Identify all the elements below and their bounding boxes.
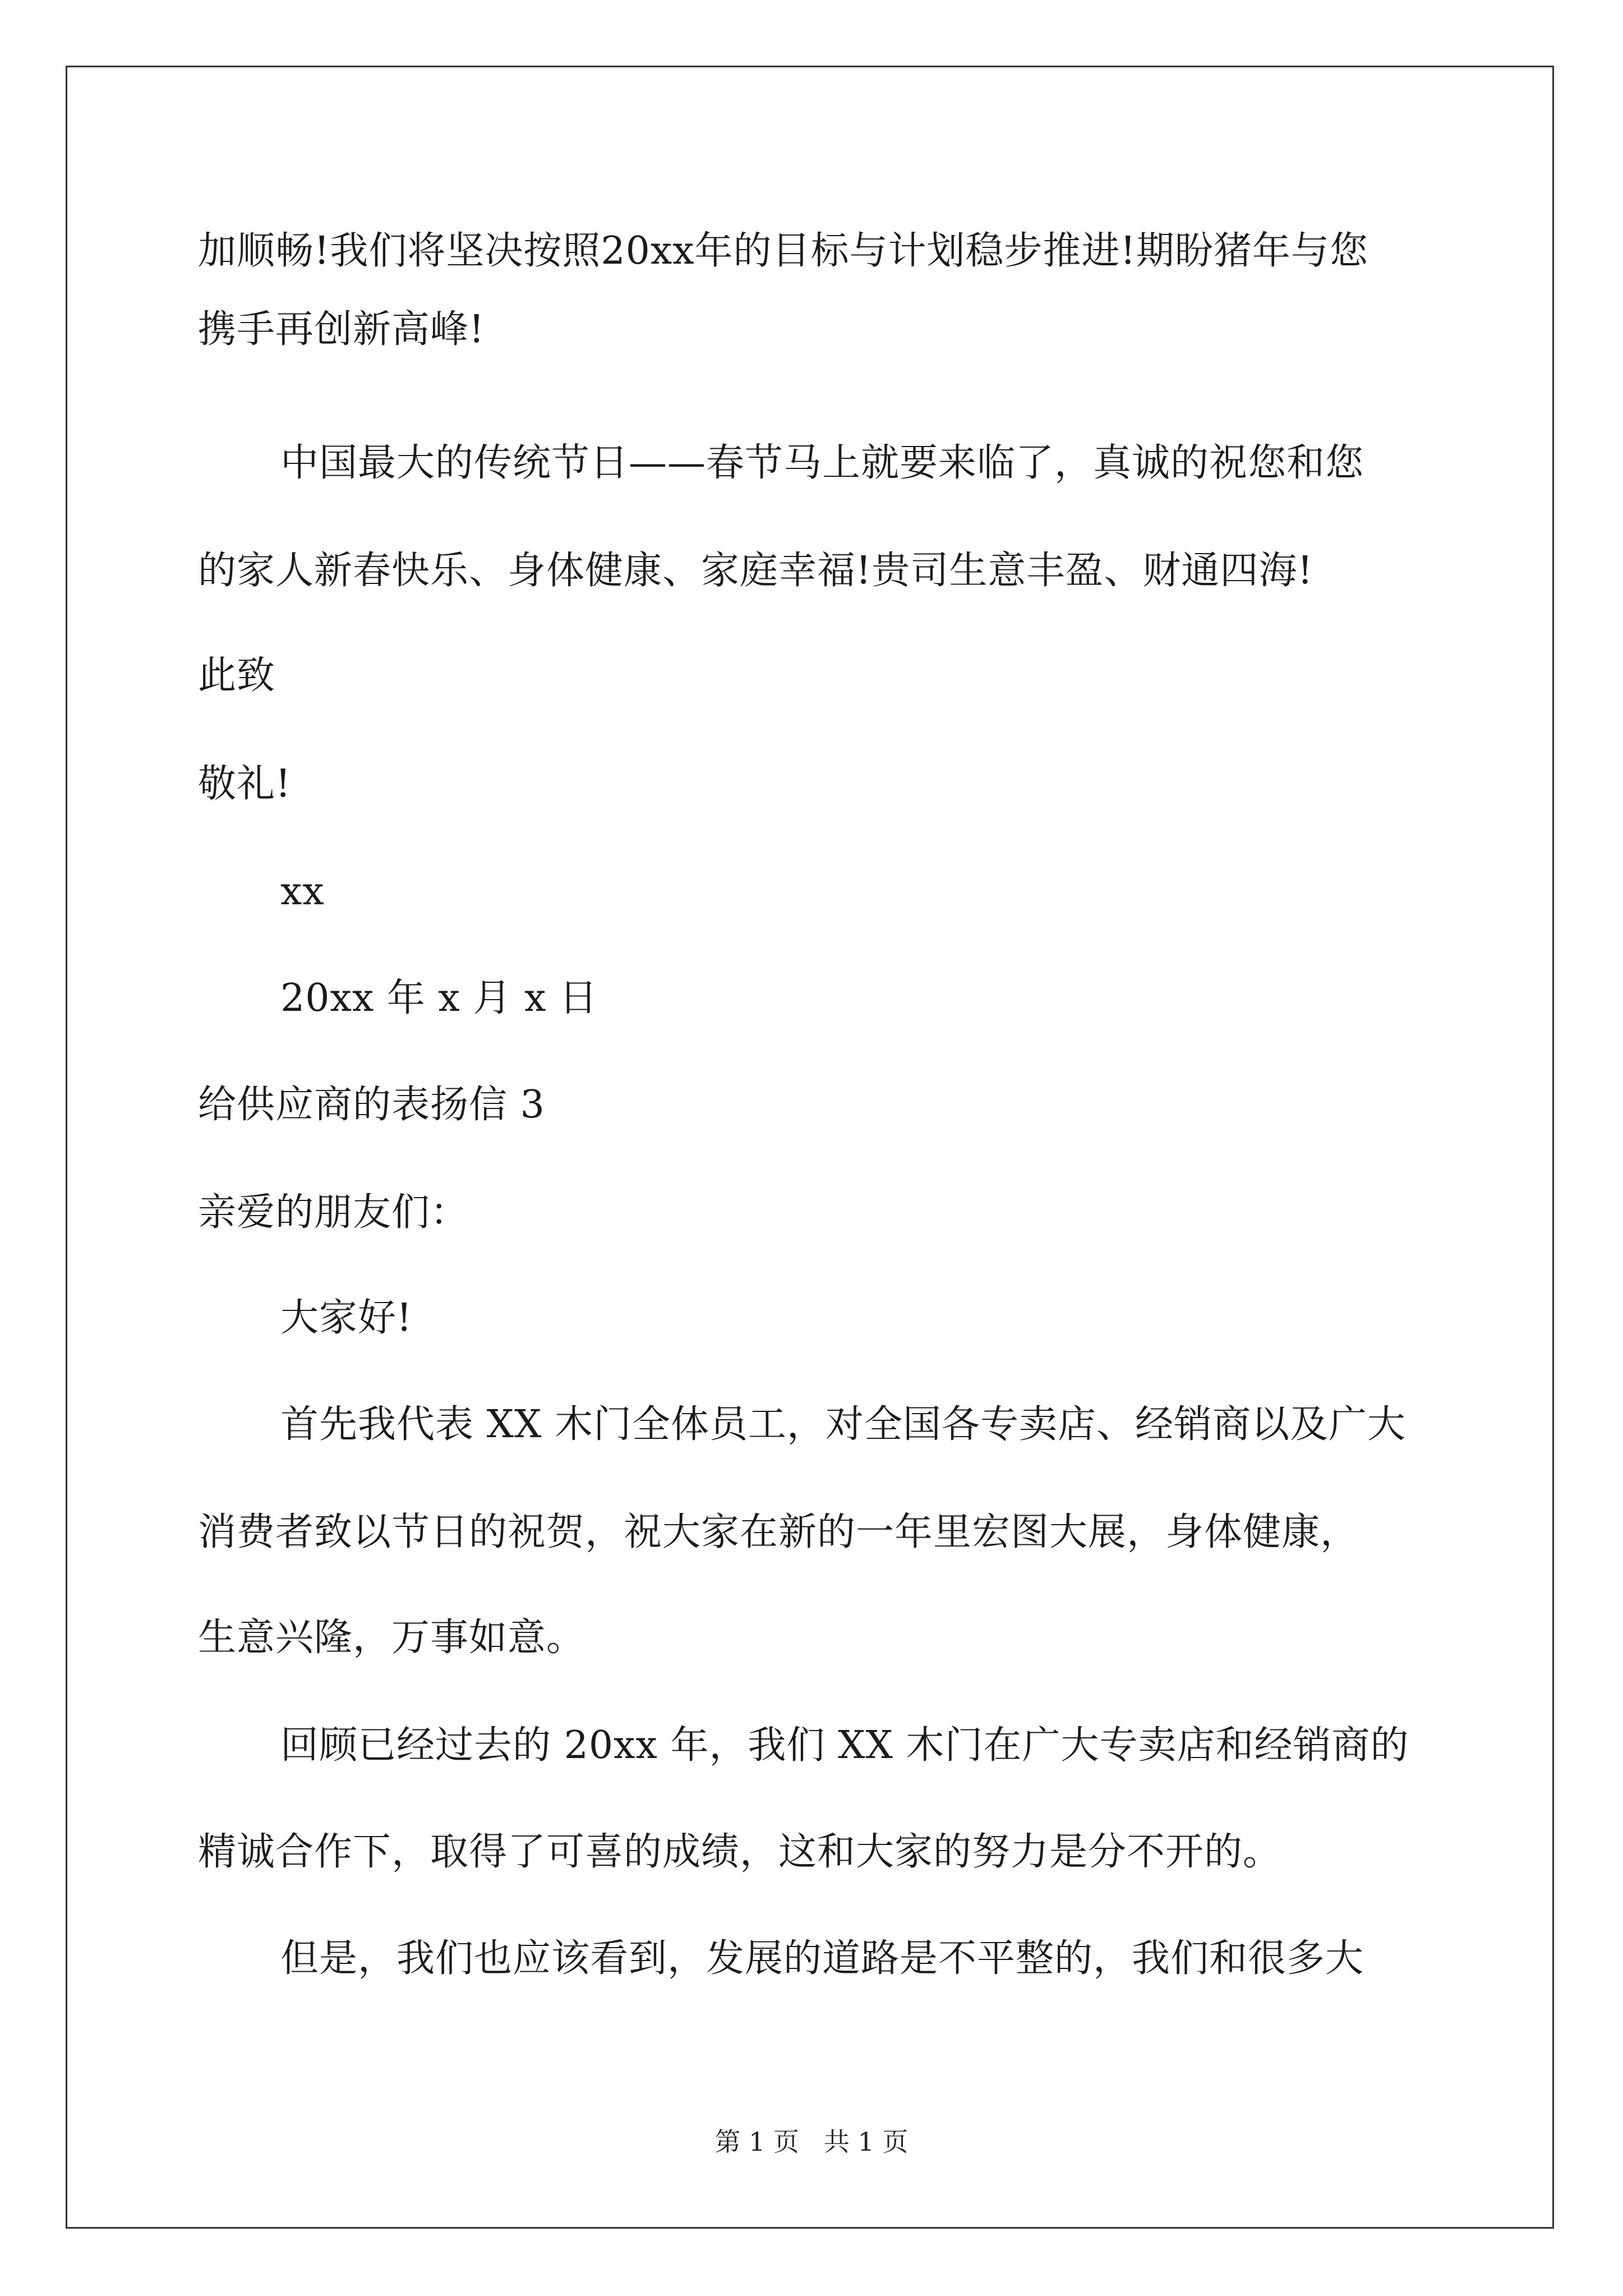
text-line: 20xx 年 x 月 x 日 [280,976,598,1020]
text-line: 此致 [198,654,276,698]
text-line: 首先我代表 XX 木门全体员工，对全国各专卖店、经销商以及广大 [280,1402,1407,1447]
heading: 给供应商的表扬信 3 [198,1083,545,1127]
text-line: xx [280,869,325,914]
text-line: 中国最大的传统节日——春节马上就要来临了，真诚的祝您和您 [280,441,1364,485]
page-border [66,66,1554,2229]
page-footer: 第 1 页 共 1 页 [714,2127,909,2157]
text-line: 的家人新春快乐、身体健康、家庭幸福!贵司生意丰盈、财通四海! [198,549,1313,593]
text-line: 大家好! [280,1296,413,1340]
text-line: 亲爱的朋友们： [198,1190,469,1235]
text-line: 生意兴隆，万事如意。 [198,1616,585,1660]
text-line: 精诚合作下，取得了可喜的成绩，这和大家的努力是分不开的。 [198,1830,1282,1874]
text-line: 但是，我们也应该看到，发展的道路是不平整的，我们和很多大 [280,1936,1364,1981]
text-line: 消费者致以节日的祝贺，祝大家在新的一年里宏图大展，身体健康， [198,1510,1359,1554]
text-line: 加顺畅!我们将坚决按照20xx年的目标与计划稳步推进!期盼猪年与您 [198,229,1368,273]
text-line: 携手再创新高峰! [198,307,485,352]
text-line: 回顾已经过去的 20xx 年，我们 XX 木门在广大专卖店和经销商的 [280,1723,1409,1768]
text-line: 敬礼! [198,762,292,806]
